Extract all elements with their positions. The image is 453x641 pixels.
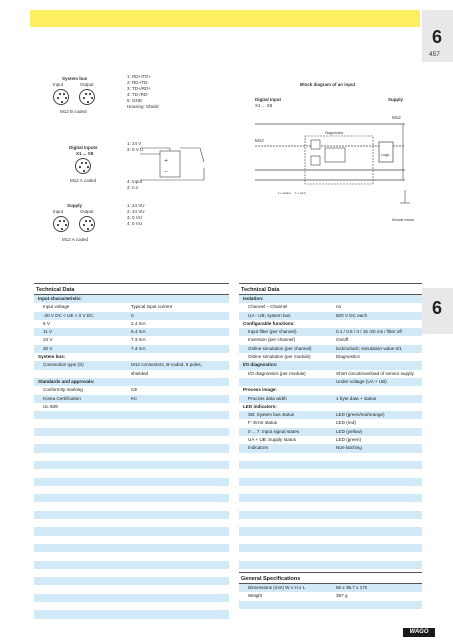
- left-technical-data-table: [34, 283, 229, 627]
- row-label: [34, 544, 131, 552]
- system-bus-input-connector: [53, 89, 69, 105]
- system-bus-coding: M12 B coded: [60, 109, 87, 114]
- table-body: [239, 584, 422, 609]
- table-row: [239, 411, 422, 419]
- row-label: [239, 519, 336, 527]
- table-row: [239, 552, 422, 560]
- row-label: [239, 544, 336, 552]
- table-row: [239, 378, 422, 386]
- table-row: [239, 527, 422, 535]
- table-row: [239, 536, 422, 544]
- system-bus-input-label: Input: [53, 82, 64, 87]
- block-diagram-led-error: 1 x error: [295, 191, 307, 195]
- row-value: LED (yellow): [336, 428, 363, 434]
- table-row: [239, 395, 422, 403]
- row-label: Channel – Channel: [248, 304, 288, 310]
- row-value: no: [336, 304, 342, 310]
- table-row: [34, 619, 229, 627]
- row-value: Typical input current: [131, 304, 173, 310]
- table-row: [34, 594, 229, 602]
- row-label: 5 V: [43, 320, 50, 326]
- row-label: [34, 478, 131, 486]
- chapter-tab: [422, 10, 453, 62]
- row-label: Weight: [248, 593, 263, 599]
- table-row: [34, 428, 229, 436]
- table-row: [34, 378, 229, 386]
- table-row: [239, 403, 422, 411]
- block-diagram-m12-left: M12: [255, 138, 264, 143]
- supply-output-connector: [79, 216, 95, 232]
- row-value: 2.4 mA: [131, 320, 146, 326]
- table-row: [34, 478, 229, 486]
- row-label: [34, 585, 131, 593]
- row-label: [34, 453, 131, 461]
- table-row: [34, 386, 229, 394]
- table-row: [34, 569, 229, 577]
- row-label: [239, 536, 336, 544]
- pin-line: 4: 0 VU: [127, 221, 143, 226]
- row-label: [239, 527, 336, 535]
- row-label: Process image:: [243, 387, 277, 393]
- digital-input-pin: 1: 24 V: [127, 141, 142, 146]
- table-heading: Technical Data: [239, 283, 422, 295]
- row-value: M12 connectors, B-coded, 5 poles,: [131, 362, 202, 368]
- table-row: [239, 295, 422, 303]
- general-specifications-table: [239, 572, 422, 609]
- block-diagram-range: X1 ... X8: [255, 103, 273, 108]
- table-row: [239, 592, 422, 600]
- table-row: [34, 395, 229, 403]
- table-body: [34, 295, 229, 627]
- row-label: [239, 486, 336, 494]
- table-row: [34, 345, 229, 353]
- row-label: [34, 527, 131, 535]
- row-label: Inversion (per channel): [248, 337, 295, 343]
- pin-line: 1: 24 VU: [127, 203, 145, 208]
- supply-input-connector: [53, 216, 69, 232]
- row-label: [239, 453, 336, 461]
- system-bus-pin-list: [127, 74, 159, 110]
- digital-input-pin: 3: 0 V U: [127, 147, 144, 152]
- row-label: [34, 602, 131, 610]
- row-label: [34, 419, 131, 427]
- row-value: Short circuit/overload of sensor supply: [336, 370, 414, 376]
- table-row: [34, 353, 229, 361]
- table-row: [239, 494, 422, 502]
- row-label: [34, 519, 131, 527]
- block-diagram-supply: Supply: [388, 97, 404, 102]
- row-label: 11 V: [43, 329, 53, 335]
- table-row: [239, 419, 422, 427]
- row-label: Standards and approvals:: [38, 378, 95, 384]
- table-heading: General Specifications: [239, 572, 422, 584]
- row-label: [34, 436, 131, 444]
- row-label: [239, 502, 336, 510]
- table-row: [239, 486, 422, 494]
- block-diagram-module-mount: Module mount: [392, 218, 415, 222]
- chapter-number: 6: [432, 27, 443, 47]
- row-label: UL 508: [43, 403, 58, 409]
- block-diagram-logic: Logic: [381, 153, 390, 157]
- table-row: [239, 561, 422, 569]
- pin-line: 2: RD-/TD-: [127, 80, 149, 85]
- row-value: On/off: [336, 337, 349, 343]
- table-row: [239, 353, 422, 361]
- pin-line: 3: TD+/RD+: [127, 86, 151, 91]
- digital-input-pin: 4: Input: [127, 179, 143, 184]
- row-label: [239, 461, 336, 469]
- table-row: [34, 577, 229, 585]
- row-label: Configurable functions:: [243, 320, 295, 326]
- digital-inputs-coding: M12 A coded: [70, 178, 97, 183]
- row-label: [239, 494, 336, 502]
- digital-inputs-range: X1 ... X8: [76, 151, 94, 156]
- row-label: 30 V: [43, 345, 53, 351]
- supply-pin-list: [127, 203, 145, 227]
- row-label: Isolation:: [243, 296, 264, 301]
- table-row: [34, 403, 229, 411]
- right-technical-data-table: [239, 283, 422, 585]
- table-row: [34, 295, 229, 303]
- supply-coding: M12 A coded: [62, 237, 89, 242]
- row-label: Process data width: [248, 395, 287, 401]
- table-row: [239, 601, 422, 609]
- row-label: System bus:: [38, 354, 66, 360]
- table-row: [34, 461, 229, 469]
- row-label: Connection type (S): [43, 362, 84, 368]
- row-label: UA - UB; system bus: [248, 312, 291, 318]
- table-row: [34, 519, 229, 527]
- row-label: Korea Certification: [43, 395, 81, 401]
- table-row: [34, 361, 229, 369]
- table-row: [34, 469, 229, 477]
- supply-title: Supply: [67, 203, 83, 208]
- row-label: Online simulation (per channel): [248, 345, 312, 351]
- row-label: SB: System bus status: [248, 412, 295, 418]
- table-row: [239, 312, 422, 320]
- row-value: 1 byte data + status: [336, 395, 377, 401]
- table-row: [239, 345, 422, 353]
- row-label: [34, 536, 131, 544]
- table-row: [34, 453, 229, 461]
- row-label: [34, 561, 131, 569]
- row-label: Input voltage: [43, 304, 70, 310]
- table-row: [239, 303, 422, 311]
- row-label: Dimensions (mm) W x H x L: [248, 585, 306, 590]
- row-label: [34, 511, 131, 519]
- row-value: LED (green/red/orange): [336, 412, 385, 418]
- block-diagram-title: Block diagram of an input: [300, 82, 356, 87]
- table-row: [34, 602, 229, 610]
- row-value: Diagnostics: [336, 354, 360, 360]
- row-label: [239, 601, 336, 609]
- table-row: [239, 370, 422, 378]
- side-chapter-number: 6: [432, 298, 443, 318]
- row-label: [34, 502, 131, 510]
- table-row: [34, 561, 229, 569]
- system-bus-output-connector: [79, 89, 95, 105]
- row-label: [34, 461, 131, 469]
- system-bus-title: System bus: [62, 76, 88, 81]
- row-label: UA + UB: Supply status: [248, 437, 296, 443]
- supply-output-label: Output: [80, 209, 94, 214]
- row-label: F: Error status: [248, 420, 278, 426]
- row-value: 7.4 mA: [131, 345, 146, 351]
- side-chapter-tab: [422, 288, 453, 334]
- table-row: [34, 527, 229, 535]
- row-label: [239, 511, 336, 519]
- row-label: 24 V: [43, 337, 53, 343]
- row-label: [34, 552, 131, 560]
- table-row: [34, 312, 229, 320]
- table-row: [34, 303, 229, 311]
- table-row: [34, 544, 229, 552]
- table-row: [34, 320, 229, 328]
- row-label: [34, 577, 131, 585]
- table-body: [239, 295, 422, 585]
- table-row: [239, 386, 422, 394]
- table-row: [34, 536, 229, 544]
- row-label: [34, 610, 131, 618]
- row-label: I/O diagnostics:: [243, 362, 278, 368]
- table-row: [34, 370, 229, 378]
- pin-line: Housing: Shield: [127, 104, 159, 109]
- row-value: 50 x 35.7 x 170: [336, 585, 368, 590]
- table-heading: Technical Data: [34, 283, 229, 295]
- row-value: 7.3 mA: [131, 337, 146, 343]
- row-label: Conformity marking: [43, 387, 83, 393]
- table-row: [239, 361, 422, 369]
- table-row: [239, 336, 422, 344]
- wago-logo: WAGO: [403, 628, 435, 637]
- row-value: lock/unlock; simulation value 0/1: [336, 345, 402, 351]
- table-row: [34, 610, 229, 618]
- row-label: LED indicators:: [243, 403, 277, 409]
- digital-inputs-connector: [75, 158, 91, 174]
- page-number: 457: [429, 51, 440, 58]
- row-value: 0.1 / 0.5 / 3 / 15 /20 ms / filter off: [336, 329, 402, 335]
- block-diagram-m12-right: M12: [392, 115, 401, 120]
- row-value: 6.4 mA: [131, 329, 146, 335]
- table-row: [239, 511, 422, 519]
- row-value: Under voltage (UA + UB): [336, 378, 387, 384]
- pin-line: 1: RD+/TD+: [127, 74, 152, 79]
- table-row: [34, 552, 229, 560]
- row-label: [239, 469, 336, 477]
- row-label: [239, 561, 336, 569]
- row-value: Non-latching: [336, 445, 362, 451]
- row-label: Input filter (per channel): [248, 329, 297, 335]
- digital-inputs-title: Digital Inputs: [69, 145, 98, 150]
- row-value: KC: [131, 395, 138, 401]
- digital-input-wiring-diagram: [140, 144, 215, 186]
- table-row: [34, 494, 229, 502]
- pin-line: 3: 0 VU: [127, 215, 143, 220]
- table-row: [239, 461, 422, 469]
- row-label: [34, 569, 131, 577]
- pin-line: 4: TD-/RD-: [127, 92, 149, 97]
- table-row: [34, 585, 229, 593]
- table-row: [34, 419, 229, 427]
- row-label: 0 ... 7: Input signal states: [248, 428, 300, 434]
- table-row: [34, 436, 229, 444]
- row-value: shielded: [131, 370, 149, 376]
- row-label: [34, 619, 131, 627]
- row-value: LED (red): [336, 420, 356, 426]
- table-row: [239, 544, 422, 552]
- table-row: [34, 444, 229, 452]
- table-row: [239, 428, 422, 436]
- table-row: [239, 320, 422, 328]
- row-label: [239, 478, 336, 486]
- svg-text:−: −: [164, 169, 169, 175]
- row-label: [34, 370, 131, 378]
- row-label: [34, 469, 131, 477]
- pin-line: 2: 24 VU: [127, 209, 145, 214]
- row-label: [34, 494, 131, 502]
- table-row: [239, 453, 422, 461]
- table-row: [239, 328, 422, 336]
- pin-line: 5: GND: [127, 98, 143, 103]
- row-label: [34, 444, 131, 452]
- table-row: [34, 486, 229, 494]
- row-label: Indicators: [248, 445, 268, 451]
- row-value: 387 g: [336, 593, 348, 599]
- digital-input-pin: 2: n.c.: [127, 185, 140, 190]
- header-bar: [30, 10, 420, 27]
- table-row: [239, 469, 422, 477]
- row-label: -30 V DC < UE < 0 V DC: [43, 312, 94, 318]
- row-label: [34, 594, 131, 602]
- row-value: LED (green): [336, 437, 362, 443]
- row-label: [239, 378, 336, 386]
- table-row: [34, 336, 229, 344]
- table-row: [34, 411, 229, 419]
- table-row: [239, 436, 422, 444]
- row-label: Online simulation (per module): [248, 354, 311, 360]
- row-label: [34, 428, 131, 436]
- row-label: [239, 552, 336, 560]
- table-row: [239, 444, 422, 452]
- row-value: CE: [131, 387, 138, 393]
- table-row: [239, 519, 422, 527]
- row-label: I/O diagnostics (per module): [248, 370, 306, 376]
- block-diagram-led-status: 1 x status: [278, 191, 291, 195]
- row-label: [34, 486, 131, 494]
- table-row: [34, 328, 229, 336]
- row-label: [34, 411, 131, 419]
- system-bus-output-label: Output: [80, 82, 94, 87]
- table-row: [239, 584, 422, 592]
- row-label: Input characteristic:: [38, 296, 82, 301]
- table-row: [239, 478, 422, 486]
- row-value: 500 V DC each: [336, 312, 368, 318]
- svg-text:+: +: [164, 158, 169, 164]
- supply-input-label: Input: [53, 209, 64, 214]
- block-diagram-digital-input: Digital Input: [255, 97, 281, 102]
- block-diagram-diagnostics: Diagnostics: [325, 131, 344, 135]
- row-value: 0: [131, 312, 134, 318]
- table-row: [34, 502, 229, 510]
- table-row: [239, 502, 422, 510]
- table-row: [34, 511, 229, 519]
